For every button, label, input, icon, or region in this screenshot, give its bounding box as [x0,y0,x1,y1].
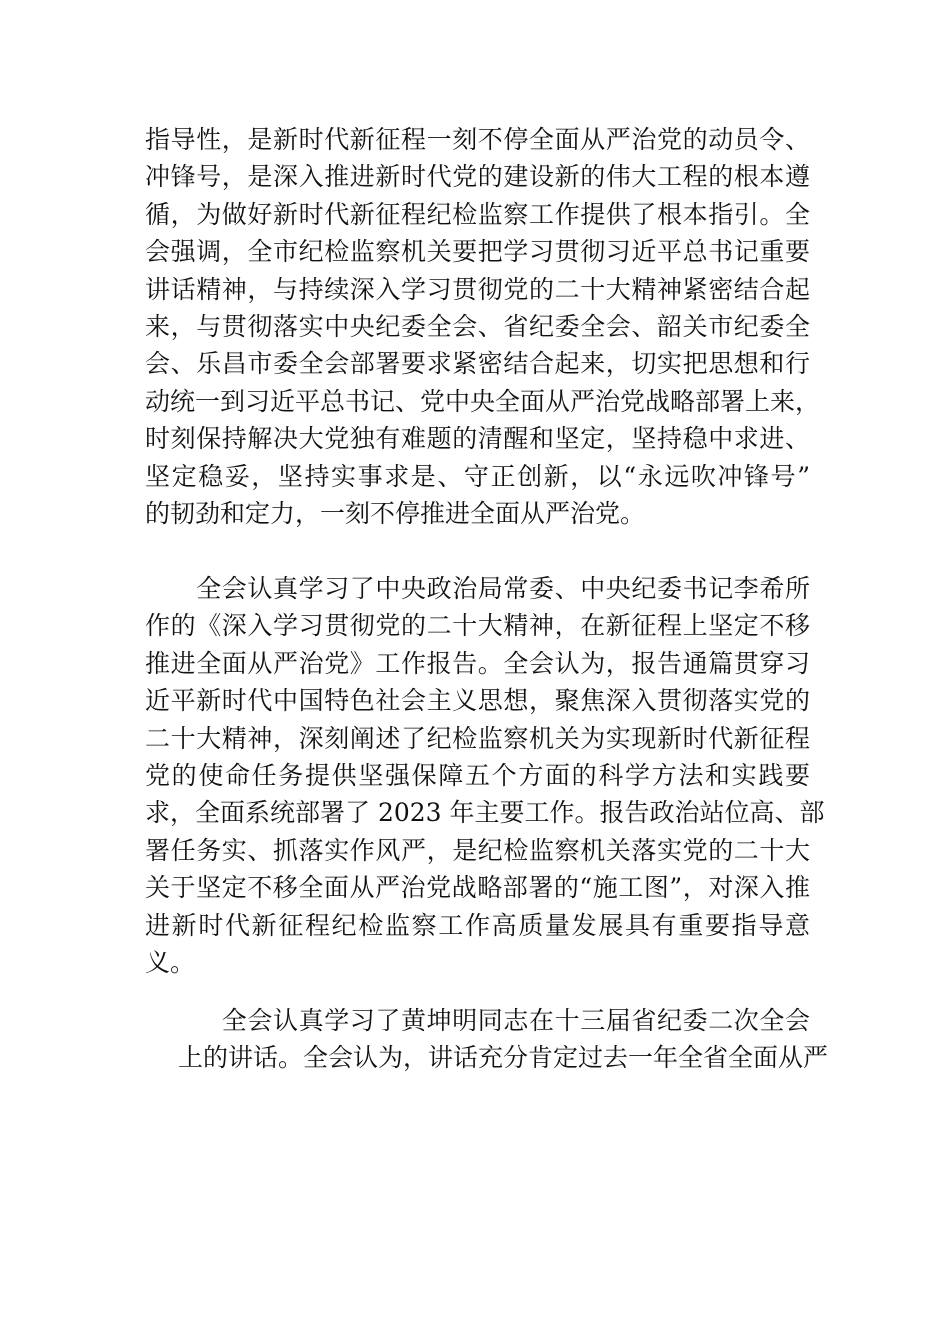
text-line: 全会认真学习了中央政治局常委、中央纪委书记李希所 [145,574,810,603]
text-line: 讲话精神，与持续深入学习贯彻党的二十大精神紧密结合起 [145,274,810,304]
text-line: 作的《深入学习贯彻党的二十大精神，在新征程上坚定不移 [145,611,810,641]
text-line: 义。 [145,947,196,977]
body-paragraph [145,570,825,981]
text-line: 指导性，是新时代新征程一刻不停全面从严治党的动员令、 [145,125,810,154]
text-line: 关于坚定不移全面从严治党战略部署的“施工图”，对深入推 [145,873,810,903]
text-line: 来，与贯彻落实中央纪委全会、省纪委全会、韶关市纪委全 [145,311,810,341]
text-line: 会强调，全市纪检监察机关要把学习贯彻习近平总书记重要 [145,237,810,267]
text-line: 求，全面系统部署了 2023 年主要工作。报告政治站位高、部 [145,798,825,828]
text-line: 的韧劲和定力，一刻不停推进全面从严治党。 [145,498,646,528]
text-line: 循，为做好新时代新征程纪检监察工作提供了根本指引。全 [145,199,810,229]
text-line: 上的讲话。全会认为，讲话充分肯定过去一年全省全面从严 [178,1043,829,1073]
text-line: 进新时代新征程纪检监察工作高质量发展具有重要指导意 [145,910,810,940]
text-line: 动统一到习近平总书记、党中央全面从严治党战略部署上来， [145,386,821,416]
text-line: 会、乐昌市委全会部署要求紧密结合起来，切实把思想和行 [145,349,810,379]
text-line: 冲锋号，是深入推进新时代党的建设新的伟大工程的根本遵 [145,162,810,192]
text-line: 署任务实、抓落实作风严，是纪检监察机关落实党的二十大 [145,835,810,865]
text-line: 坚定稳妥，坚持实事求是、守正创新，以“永远吹冲锋号” [145,461,810,491]
body-paragraph [145,121,821,532]
text-line: 近平新时代中国特色社会主义思想，聚焦深入贯彻落实党的 [145,686,810,716]
text-line: 党的使命任务提供坚强保障五个方面的科学方法和实践要 [145,760,810,790]
body-paragraph [145,1002,829,1077]
text-line: 二十大精神，深刻阐述了纪检监察机关为实现新时代新征程 [145,723,810,753]
text-line: 推进全面从严治党》工作报告。全会认为，报告通篇贯穿习 [145,648,810,678]
text-line: 全会认真学习了黄坤明同志在十三届省纪委二次全会 [145,1006,810,1035]
text-line: 时刻保持解决大党独有难题的清醒和坚定，坚持稳中求进、 [145,424,810,454]
